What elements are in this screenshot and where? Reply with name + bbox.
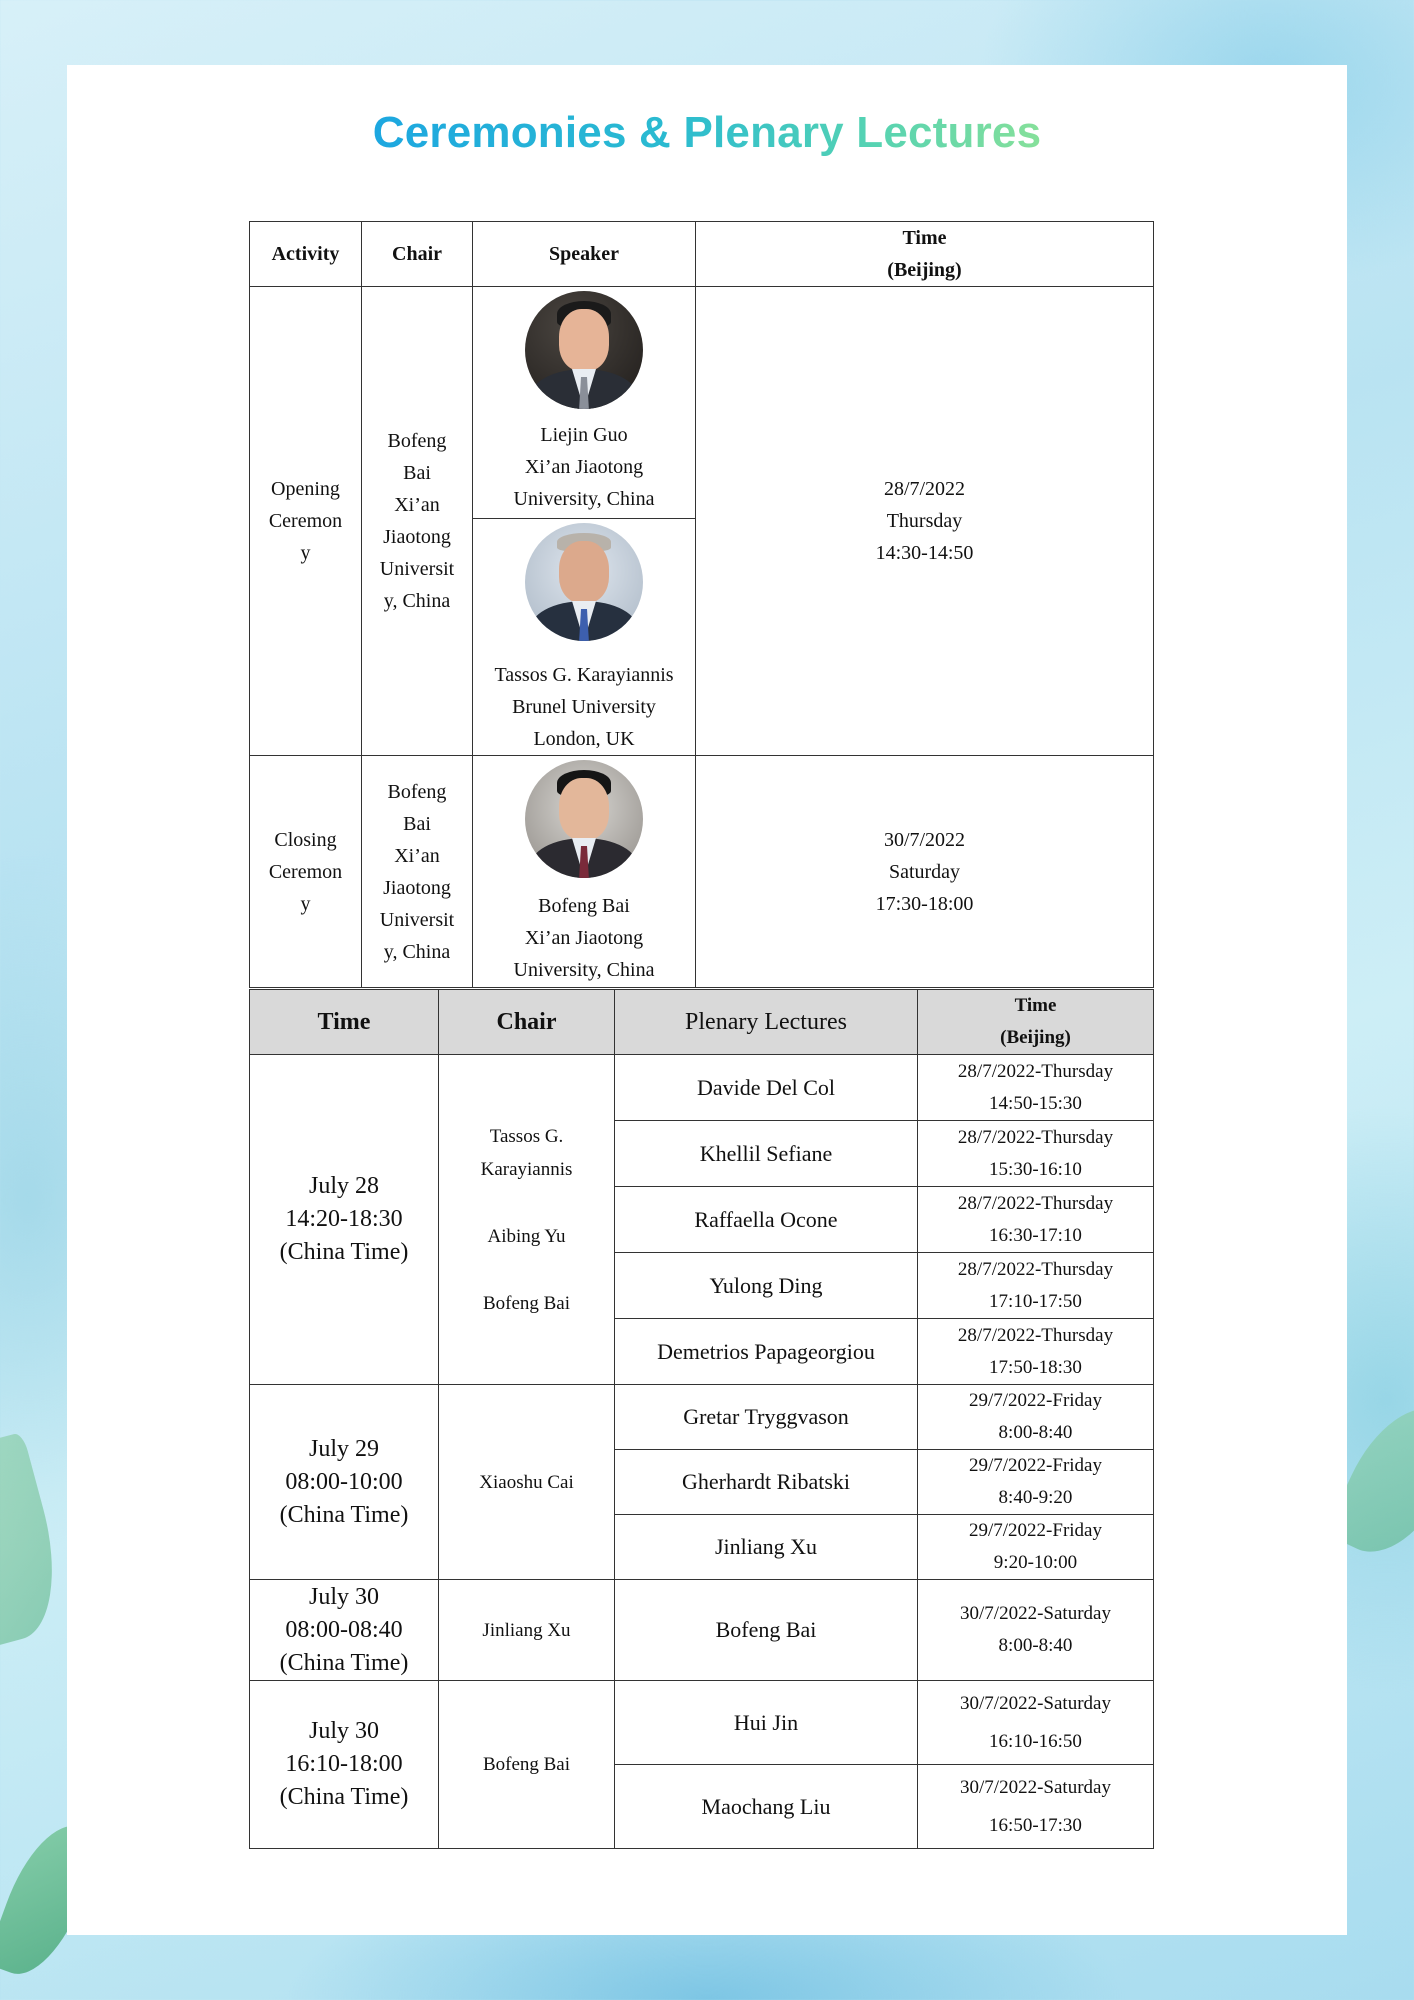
text-line: (China Time) (279, 1239, 409, 1265)
speaker-affiliation: London, UK (533, 728, 635, 750)
text-line: Bofeng (387, 780, 447, 803)
text-line: 30/7/2022 (883, 828, 966, 851)
speaker-cell-tassos-karayiannis (473, 519, 696, 756)
lecture-time (918, 1187, 1154, 1253)
text-line: 17:50-18:30 (989, 1356, 1082, 1378)
speaker-affiliation: Xi’an Jiaotong (524, 456, 644, 478)
header-time-line1: Time (902, 227, 947, 249)
header-time (696, 222, 1154, 287)
page-title-text: Ceremonies & Plenary Lectures (372, 108, 1042, 157)
text-line: Tassos G. (489, 1125, 564, 1147)
text-line: Thursday (886, 510, 963, 532)
ceremonies-table (249, 221, 1154, 988)
lecture-speaker: Bofeng Bai (615, 1580, 918, 1681)
opening-row (250, 287, 1154, 519)
text-line: 8:00-8:40 (998, 1422, 1073, 1443)
text-line: 16:30-17:10 (989, 1224, 1082, 1246)
text-line: Jiaotong (383, 526, 451, 548)
closing-time (696, 756, 1154, 988)
text-line: 14:30-14:50 (875, 542, 974, 564)
text-line: 08:00-08:40 (285, 1616, 403, 1643)
text-line: 28/7/2022-Thursday (957, 1324, 1114, 1346)
lecture-row (250, 1681, 1154, 1765)
session-time (250, 1385, 439, 1580)
lecture-time (918, 1765, 1154, 1849)
ceremonies-header-row (250, 222, 1154, 287)
text-line: 29/7/2022-Friday (969, 1520, 1102, 1541)
header-chair: Chair (362, 222, 473, 287)
text-line: July 29 (308, 1435, 379, 1462)
text-line: 28/7/2022 (883, 478, 966, 500)
lecture-time (918, 1515, 1154, 1580)
text-line: Ceremon (268, 860, 343, 883)
text-line: Bofeng (387, 430, 447, 452)
plenary-lectures-table (249, 989, 1154, 1849)
text-line: Opening (271, 478, 340, 500)
session-time (250, 1681, 439, 1849)
lecture-time (918, 1319, 1154, 1385)
session-chairs: Bofeng Bai (439, 1681, 615, 1849)
opening-chair (362, 287, 473, 756)
text-line: 28/7/2022-Thursday (957, 1126, 1114, 1148)
closing-chair (362, 756, 473, 988)
speaker-photo (525, 291, 643, 409)
text-line: Saturday (888, 860, 961, 883)
text-line: 16:10-16:50 (989, 1730, 1082, 1752)
lecture-speaker: Demetrios Papageorgiou (615, 1319, 918, 1385)
session-chairs: Jinliang Xu (439, 1580, 615, 1681)
text-line: y (300, 542, 311, 564)
header-time-line1: Time (1014, 995, 1057, 1016)
lecture-speaker: Gherhardt Ribatski (615, 1450, 918, 1515)
text-line: 30/7/2022-Saturday (960, 1776, 1111, 1798)
lecture-speaker: Davide Del Col (615, 1055, 918, 1121)
lecture-speaker: Raffaella Ocone (615, 1187, 918, 1253)
speaker-name: Tassos G. Karayiannis (494, 664, 674, 686)
lecture-row (250, 1055, 1154, 1121)
text-line: Karayiannis (480, 1158, 573, 1180)
lecture-speaker: Maochang Liu (615, 1765, 918, 1849)
text-line: Xi’an (394, 494, 440, 516)
speaker-name: Bofeng Bai (538, 895, 630, 917)
text-line: 28/7/2022-Thursday (957, 1192, 1114, 1214)
closing-activity (250, 756, 362, 988)
text-line: 30/7/2022-Saturday (960, 1692, 1111, 1714)
text-line: y, China (383, 940, 451, 963)
lecture-row (250, 1385, 1154, 1450)
text-line: 8:00-8:40 (998, 1635, 1073, 1656)
text-line: Aibing Yu (487, 1225, 566, 1247)
text-line: Closing (274, 828, 337, 851)
session-time (250, 1055, 439, 1385)
text-line: Xi’an (394, 844, 440, 867)
opening-time (696, 287, 1154, 756)
speaker-photo (525, 760, 643, 878)
text-line: 28/7/2022-Thursday (957, 1258, 1114, 1280)
session-chairs: Xiaoshu Cai (439, 1385, 615, 1580)
text-line: 29/7/2022-Friday (969, 1390, 1102, 1411)
text-line: y (300, 892, 311, 915)
lecture-time (918, 1580, 1154, 1681)
text-line: Jiaotong (383, 876, 451, 899)
text-line: 9:20-10:00 (993, 1552, 1078, 1573)
speaker-name: Liejin Guo (540, 424, 628, 446)
text-line: 30/7/2022-Saturday (960, 1603, 1111, 1624)
text-line: 16:50-17:30 (989, 1814, 1082, 1836)
spacer (439, 1186, 614, 1220)
header-chair: Chair (439, 990, 615, 1055)
text-line: 15:30-16:10 (989, 1158, 1082, 1180)
lecture-time (918, 1450, 1154, 1515)
page-title (0, 108, 1414, 158)
closing-row (250, 756, 1154, 988)
text-line: Bofeng Bai (482, 1292, 571, 1314)
text-line: (China Time) (279, 1501, 409, 1528)
header-time: Time (250, 990, 439, 1055)
text-line: 28/7/2022-Thursday (957, 1060, 1114, 1082)
text-line: 29/7/2022-Friday (969, 1455, 1102, 1476)
speaker-affiliation: Brunel University (512, 696, 656, 718)
text-line: 14:50-15:30 (989, 1092, 1082, 1114)
lecture-time (918, 1121, 1154, 1187)
lecture-time (918, 1055, 1154, 1121)
text-line: Bai (403, 812, 431, 835)
session-chairs (439, 1055, 615, 1385)
text-line: 14:20-18:30 (285, 1206, 403, 1232)
lecture-speaker: Yulong Ding (615, 1253, 918, 1319)
speaker-affiliation: University, China (513, 488, 655, 510)
lecture-speaker: Hui Jin (615, 1681, 918, 1765)
header-time-line2: (Beijing) (1000, 1027, 1071, 1048)
text-line: y, China (383, 590, 451, 612)
spacer (439, 1253, 614, 1287)
speaker-cell-bofeng-bai (473, 756, 696, 988)
text-line: 17:30-18:00 (875, 892, 974, 915)
header-activity: Activity (250, 222, 362, 287)
speaker-affiliation: University, China (513, 959, 655, 981)
text-line: Bai (403, 462, 431, 484)
text-line: July 30 (308, 1718, 379, 1744)
lecture-time (918, 1385, 1154, 1450)
lecture-speaker: Gretar Tryggvason (615, 1385, 918, 1450)
lecture-speaker: Jinliang Xu (615, 1515, 918, 1580)
text-line: 16:10-18:00 (285, 1751, 403, 1777)
text-line: Universit (379, 908, 455, 931)
speaker-affiliation: Xi’an Jiaotong (524, 927, 644, 949)
text-line: Ceremon (268, 510, 343, 532)
text-line: 17:10-17:50 (989, 1290, 1082, 1312)
lecture-time (918, 1253, 1154, 1319)
speaker-cell-liejin-guo (473, 287, 696, 519)
text-line: Universit (379, 558, 455, 580)
text-line: July 30 (308, 1583, 379, 1610)
header-plenary-lectures: Plenary Lectures (615, 990, 918, 1055)
speaker-photo (525, 523, 643, 641)
lecture-time (918, 1681, 1154, 1765)
decorative-leaf (0, 1432, 74, 1648)
lecture-row (250, 1580, 1154, 1681)
lecture-speaker: Khellil Sefiane (615, 1121, 918, 1187)
text-line: July 28 (308, 1173, 379, 1199)
header-time-beijing (918, 990, 1154, 1055)
text-line: 08:00-10:00 (285, 1468, 403, 1495)
text-line: (China Time) (279, 1649, 409, 1676)
opening-activity (250, 287, 362, 756)
text-line: (China Time) (279, 1784, 409, 1810)
header-time-line2: (Beijing) (887, 259, 962, 281)
lectures-header-row (250, 990, 1154, 1055)
header-speaker: Speaker (473, 222, 696, 287)
session-time (250, 1580, 439, 1681)
text-line: 8:40-9:20 (998, 1487, 1073, 1508)
